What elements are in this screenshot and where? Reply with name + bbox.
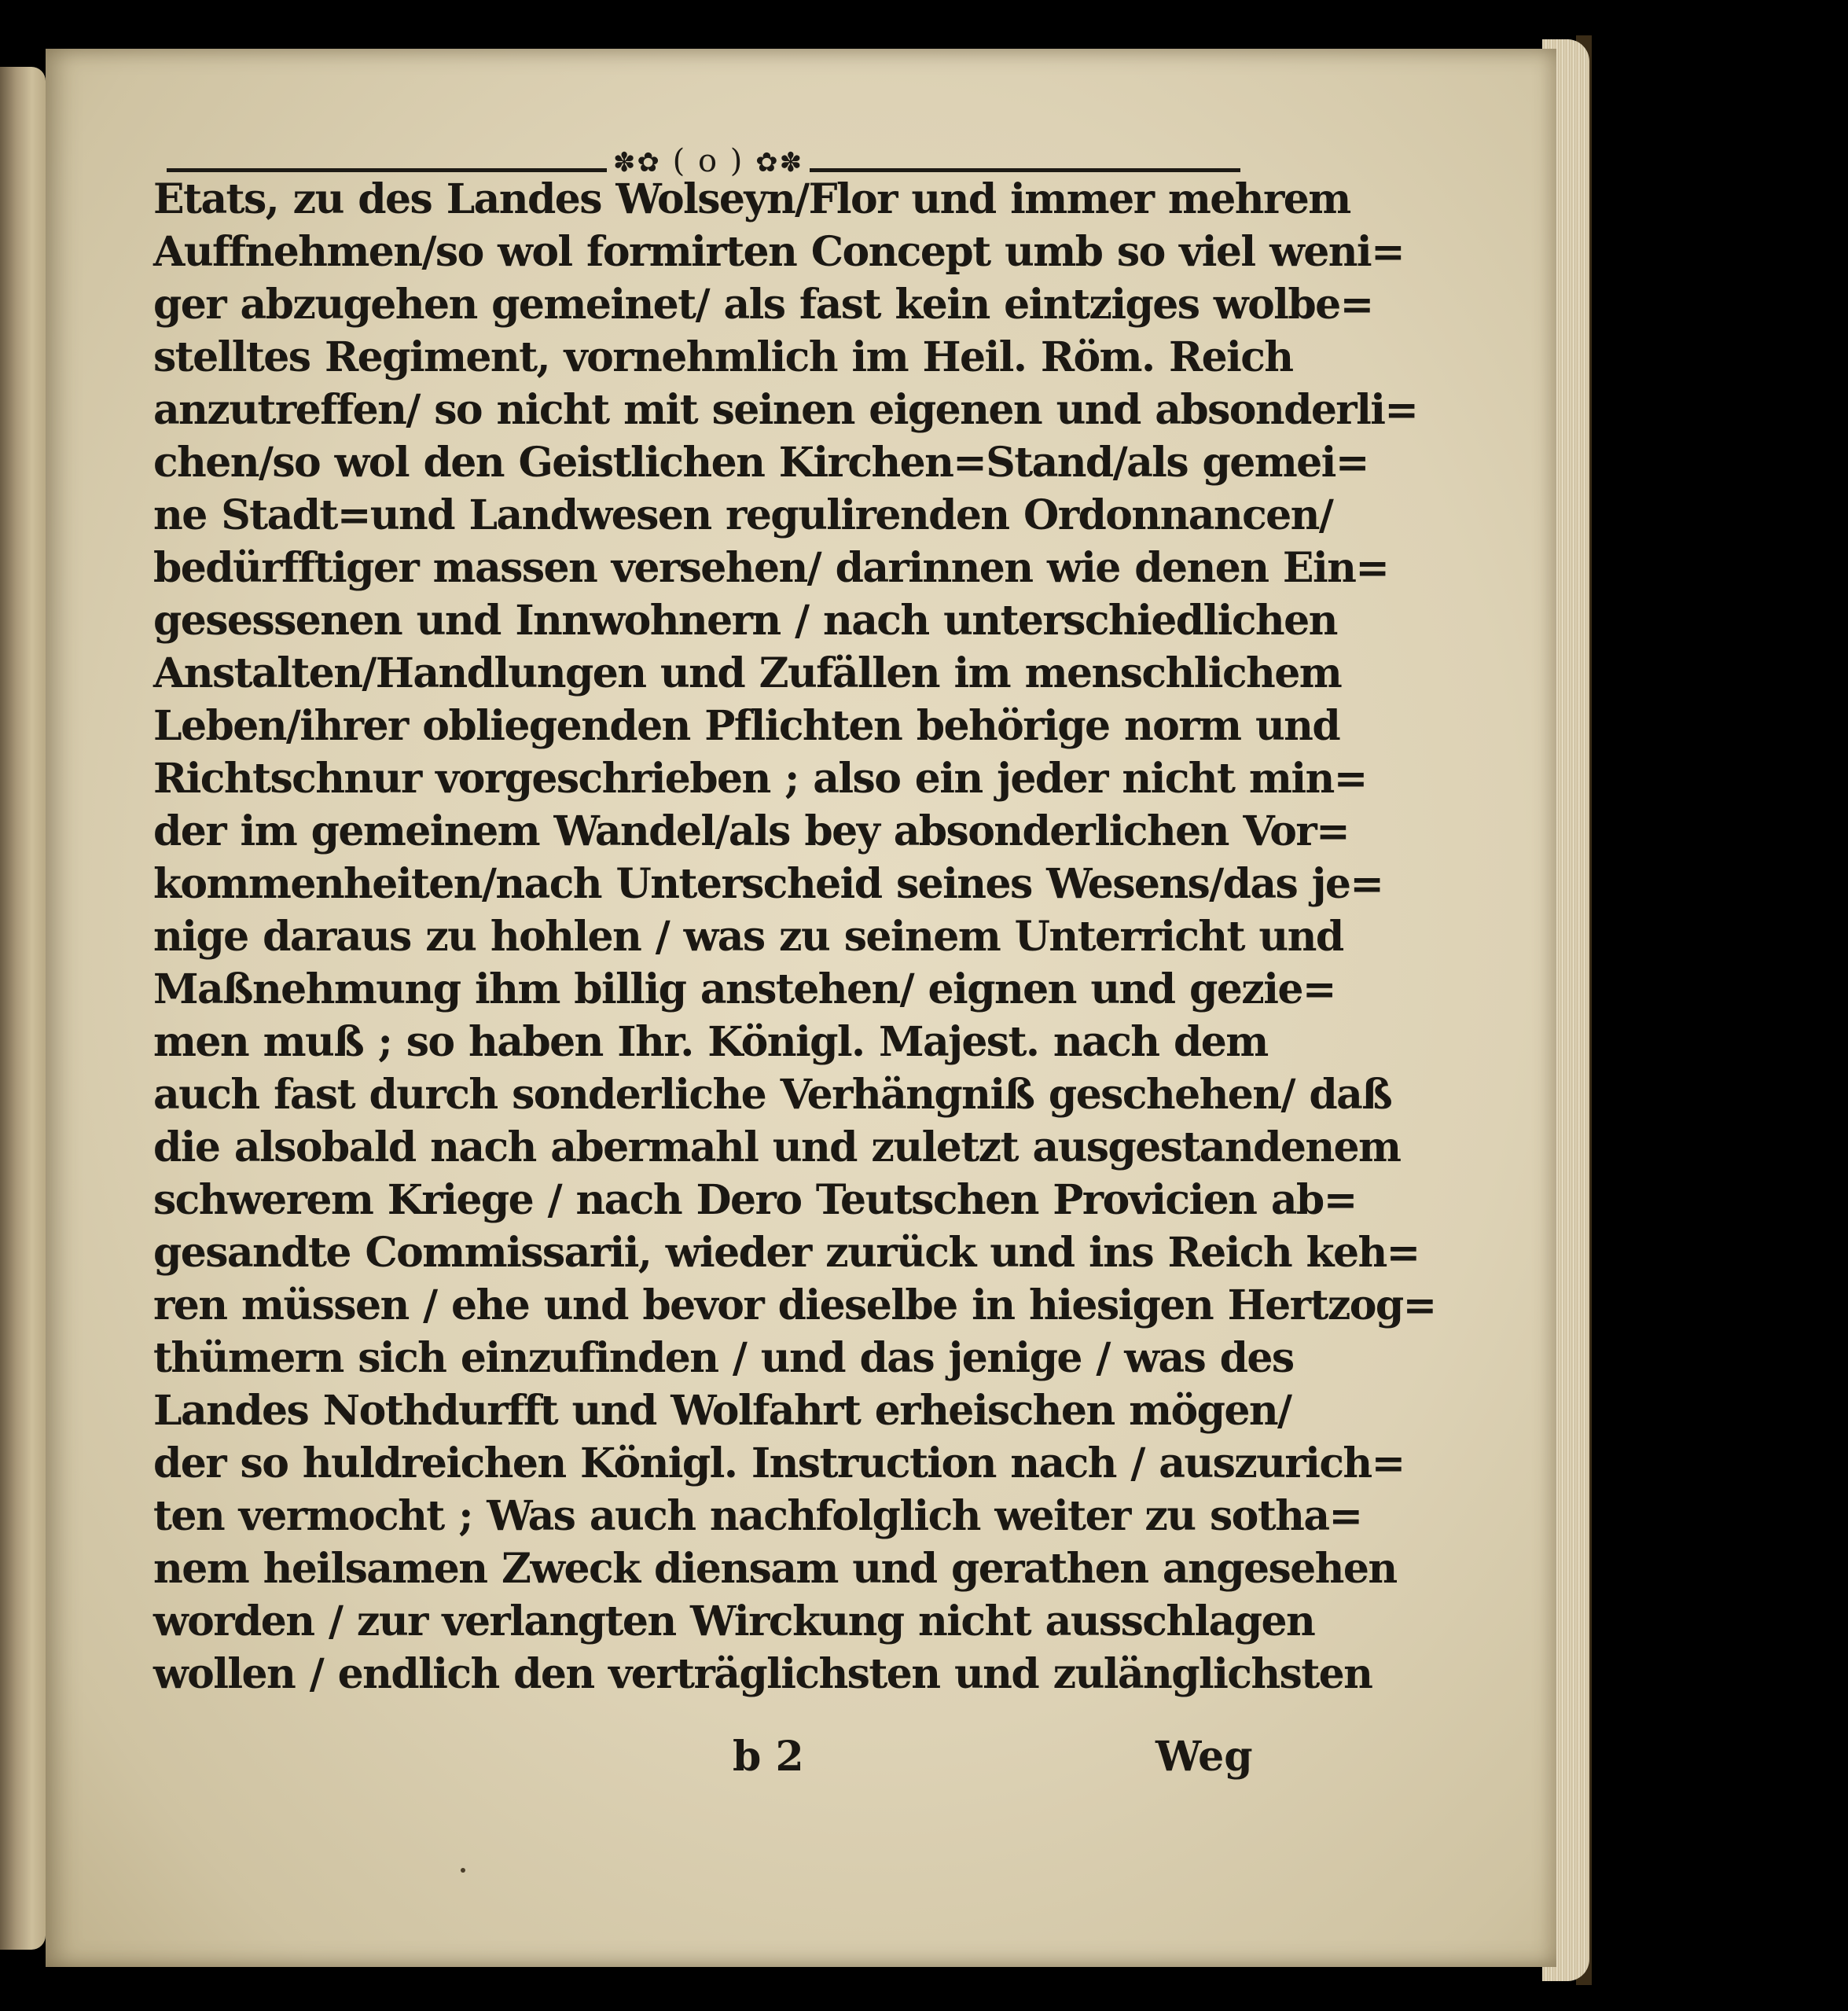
ornament-right-icon: ✿✽ [755,147,804,178]
text-line: ren müssen / ehe und bevor dieselbe in hiesigen Hertzog= [153,1281,1436,1329]
text-line: auch fast durch sonderliche Verhängniß geschehen/ daß [153,1071,1392,1119]
text-line: Auffnehmen/so wol formirten Concept umb so viel weni= [153,228,1405,276]
text-line: ne Stadt=und Landwesen regulirenden Ordonnancen/ [153,491,1333,539]
facing-page-edge [0,67,46,1950]
text-line: thümern sich einzufinden / und das jenige / was des [153,1334,1294,1382]
header-rule-left [167,168,607,172]
text-line: die alsobald nach abermahl und zuletzt ausgestandenem [153,1123,1401,1171]
text-line: kommenheiten/nach Unterscheid seines Wesens/das je= [153,860,1383,908]
text-line: anzutreffen/ so nicht mit seinen eigenen und absonderli= [153,386,1418,434]
text-line: der im gemeinem Wandel/als bey absonderlichen Vor= [153,807,1350,855]
text-line: Etats, zu des Landes Wolseyn/Flor und immer mehrem [153,175,1350,223]
body-text [153,173,1436,1700]
text-line: stelltes Regiment, vornehmlich im Heil. Röm. Reich [153,333,1293,381]
text-line: Leben/ihrer obliegenden Pflichten behörige norm und [153,702,1340,750]
text-line: nige daraus zu hohlen / was zu seinem Unterricht und [153,913,1343,961]
text-line: der so huldreichen Königl. Instruction nach / auszurich= [153,1439,1405,1487]
text-line: ten vermocht ; Was auch nachfolglich weiter zu sotha= [153,1492,1362,1540]
text-line: schwerem Kriege / nach Dero Teutschen Provicien ab= [153,1176,1357,1224]
header-rule-right [810,168,1240,172]
catchword: Weg [1155,1733,1253,1781]
text-line: chen/so wol den Geistlichen Kirchen=Stand/als gemei= [153,439,1369,487]
text-line: gesessenen und Innwohnern / nach unterschiedlichen [153,597,1337,645]
text-line: wollen / endlich den verträglichsten und zulänglichsten [153,1650,1372,1698]
text-line: Maßnehmung ihm billig anstehen/ eignen und gezie= [153,965,1335,1013]
text-line: Landes Nothdurfft und Wolfahrt erheischen mögen/ [153,1387,1291,1435]
signature-mark: b 2 [733,1733,804,1781]
page-speck [461,1868,465,1873]
text-line: Richtschnur vorgeschrieben ; also ein jeder nicht min= [153,755,1367,803]
text-line: worden / zur verlangten Wirckung nicht ausschlagen [153,1597,1315,1645]
text-line: ger abzugehen gemeinet/ als fast kein eintziges wolbe= [153,281,1373,329]
page-marker: ( o ) [672,143,744,179]
text-line: gesandte Commissarii, wieder zurück und ins Reich keh= [153,1229,1420,1277]
ornament-left-icon: ✽✿ [612,147,661,178]
text-line: Anstalten/Handlungen und Zufällen im menschlichem [153,649,1342,697]
text-line: nem heilsamen Zweck diensam und gerathen angesehen [153,1545,1397,1593]
text-line: bedürfftiger massen versehen/ darinnen wie denen Ein= [153,544,1389,592]
text-line: men muß ; so haben Ihr. Königl. Majest. nach dem [153,1018,1268,1066]
